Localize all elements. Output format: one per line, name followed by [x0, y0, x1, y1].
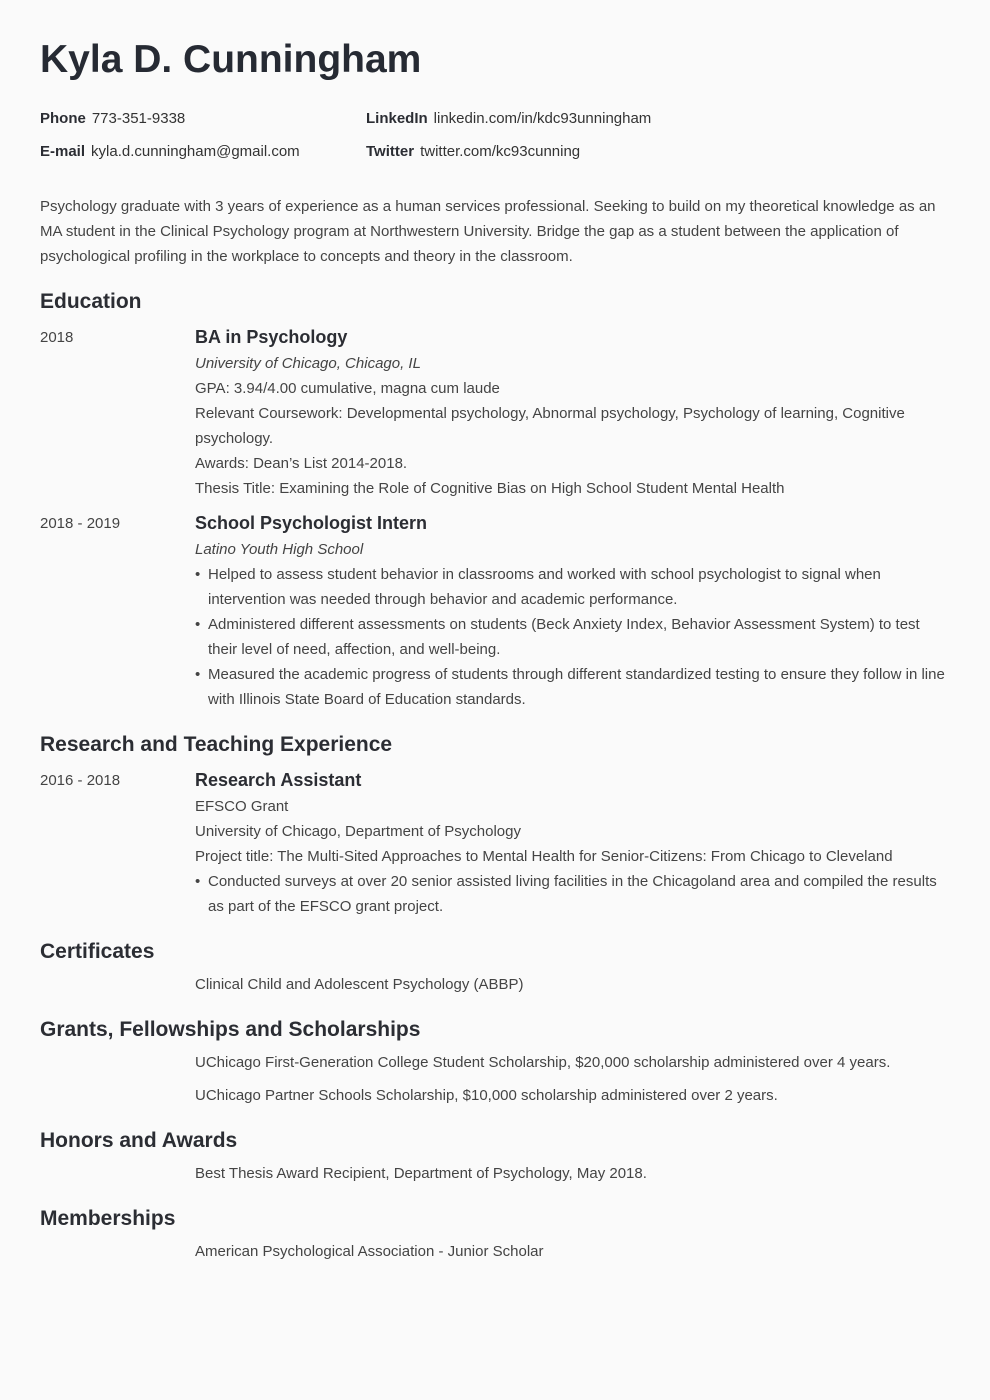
- honor-item: Best Thesis Award Recipient, Department of Psychology, May 2018.: [195, 1165, 647, 1182]
- section-heading: Memberships: [40, 1207, 176, 1230]
- entry-date: 2016 - 2018: [40, 772, 121, 789]
- certificates-section: [40, 938, 945, 997]
- contact-linkedin: [366, 108, 945, 130]
- honors-section: [40, 1127, 945, 1186]
- contact-info: [40, 108, 945, 163]
- grants-section: [40, 1016, 945, 1108]
- grant-item: UChicago First-Generation College Student Scholarship, $20,000 scholarship administered over 4 years.: [195, 1054, 891, 1071]
- phone-label: Phone: [40, 110, 86, 127]
- entry-date: 2018: [40, 329, 74, 346]
- list-item: • Administered different assessments on students (Beck Anxiety Index, Behavior Assessment System) to test their level of need, affection, and well-being.: [195, 612, 945, 662]
- section-heading: Grants, Fellowships and Scholarships: [40, 1018, 421, 1041]
- contact-twitter: [366, 141, 945, 163]
- education-entry: [40, 324, 945, 501]
- entry-line: GPA: 3.94/4.00 cumulative, magna cum laude: [195, 380, 500, 397]
- contact-email: [40, 141, 366, 163]
- research-section: [40, 731, 945, 919]
- entry-line: Awards: Dean’s List 2014-2018.: [195, 455, 408, 472]
- research-entry: [40, 767, 945, 919]
- twitter-link[interactable]: twitter.com/kc93cunning: [420, 143, 581, 160]
- list-item: • Helped to assess student behavior in classrooms and worked with school psychologist to signal when intervention was needed through behavior and academic performance.: [195, 562, 945, 612]
- entry-date: 2018 - 2019: [40, 515, 121, 532]
- candidate-name: Kyla D. Cunningham: [40, 38, 422, 81]
- entry-institution: Latino Youth High School: [195, 541, 364, 558]
- grant-item: UChicago Partner Schools Scholarship, $10,000 scholarship administered over 2 years.: [195, 1087, 778, 1104]
- list-item: • Conducted surveys at over 20 senior assisted living facilities in the Chicagoland area and compiled the results as part of the EFSCO grant project.: [195, 869, 945, 919]
- summary: Psychology graduate with 3 years of experience as a human services professional. Seeking to build on my theoretical knowledge as an MA student in the Clinical Psychology program at Northwestern University. Bridge the gap as a student between the application of psychological profiling in the workplace to concepts and theory in the classroom.: [40, 198, 936, 265]
- bullet-list: [195, 562, 945, 712]
- entry-line: Relevant Coursework: Developmental psychology, Abnormal psychology, Psychology of learning, Cognitive psychology.: [195, 405, 905, 447]
- entry-institution: University of Chicago, Chicago, IL: [195, 355, 421, 372]
- entry-line: University of Chicago, Department of Psychology: [195, 823, 521, 840]
- education-section: [40, 288, 945, 712]
- entry-line: Project title: The Multi-Sited Approaches to Mental Health for Senior-Citizens: From Chicago to Cleveland: [195, 848, 893, 865]
- contact-phone: [40, 108, 366, 130]
- email-link[interactable]: kyla.d.cunningham@gmail.com: [91, 143, 300, 160]
- entry-line: Thesis Title: Examining the Role of Cognitive Bias on High School Student Mental Health: [195, 480, 785, 497]
- section-heading: Research and Teaching Experience: [40, 733, 393, 756]
- email-label: E-mail: [40, 143, 86, 160]
- entry-line: EFSCO Grant: [195, 798, 289, 815]
- linkedin-label: LinkedIn: [366, 110, 428, 127]
- list-item: • Measured the academic progress of students through different standardized testing to ensure they follow in line with Illinois State Board of Education standards.: [195, 662, 945, 712]
- section-heading: Education: [40, 290, 142, 313]
- certificate-item: Clinical Child and Adolescent Psychology (ABBP): [195, 976, 524, 993]
- education-entry: [40, 510, 945, 712]
- entry-title: School Psychologist Intern: [195, 513, 428, 533]
- linkedin-link[interactable]: linkedin.com/in/kdc93unningham: [433, 110, 652, 127]
- membership-item: American Psychological Association - Junior Scholar: [195, 1243, 544, 1260]
- twitter-label: Twitter: [366, 143, 415, 160]
- memberships-section: [40, 1205, 945, 1264]
- phone-value: 773-351-9338: [91, 110, 186, 127]
- entry-title: BA in Psychology: [195, 327, 348, 347]
- entry-title: Research Assistant: [195, 770, 362, 790]
- section-heading: Honors and Awards: [40, 1129, 238, 1152]
- bullet-list: [195, 869, 945, 919]
- section-heading: Certificates: [40, 940, 155, 963]
